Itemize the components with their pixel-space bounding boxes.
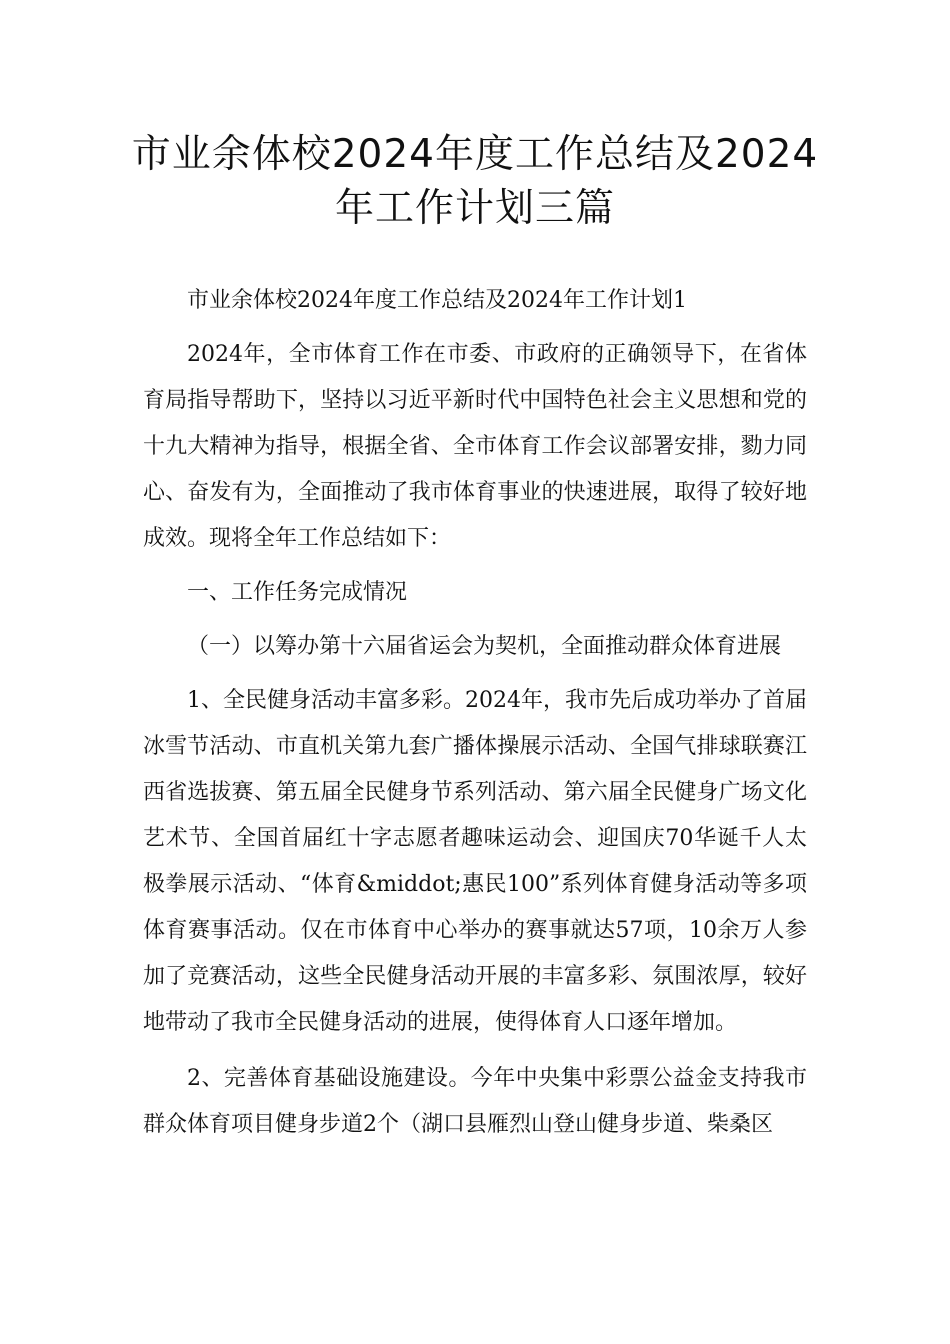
- subsection-heading: （一）以筹办第十六届省运会为契机，全面推动群众体育进展: [187, 634, 782, 659]
- body-paragraph-1: 1、全民健身活动丰富多彩。2024年，我市先后成功举办了首届冰雪节活动、市直机关第九套广播体操展示活动、全国气排球联赛江西省选拔赛、第五届全民健身节系列活动、第六届全民健身广场文化艺术节、全国首届红十字志愿者趣味运动会、迎国庆70华诞千人太极拳展示活动、“体育&middot;惠民100”系列体育健身活动等多项体育赛事活动。仅在市体育中心举办的赛事就达57项，10余万人参加了竞赛活动，这些全民健身活动开展的丰富多彩、氛围浓厚，较好地带动了我市全民健身活动的进展，使得体育人口逐年增加。: [143, 688, 807, 1035]
- title-line-2: 年工作计划三篇: [334, 186, 615, 231]
- section-heading: 一、工作任务完成情况: [187, 580, 408, 605]
- document-body: [143, 278, 807, 1148]
- document-title: [100, 128, 850, 236]
- title-line-1: 市业余体校2024年度工作总结及2024: [131, 132, 819, 177]
- subtitle-paragraph: 市业余体校2024年度工作总结及2024年工作计划1: [187, 288, 687, 313]
- intro-paragraph: 2024年，全市体育工作在市委、市政府的正确领导下，在省体育局指导帮助下，坚持以习近平新时代中国特色社会主义思想和党的十九大精神为指导，根据全省、全市体育工作会议部署安排，勠力同心、奋发有为，全面推动了我市体育事业的快速进展，取得了较好地成效。现将全年工作总结如下：: [143, 342, 807, 551]
- body-paragraph-2: 2、完善体育基础设施建设。今年中央集中彩票公益金支持我市群众体育项目健身步道2个（湖口县雁烈山登山健身步道、柴桑区: [143, 1066, 807, 1137]
